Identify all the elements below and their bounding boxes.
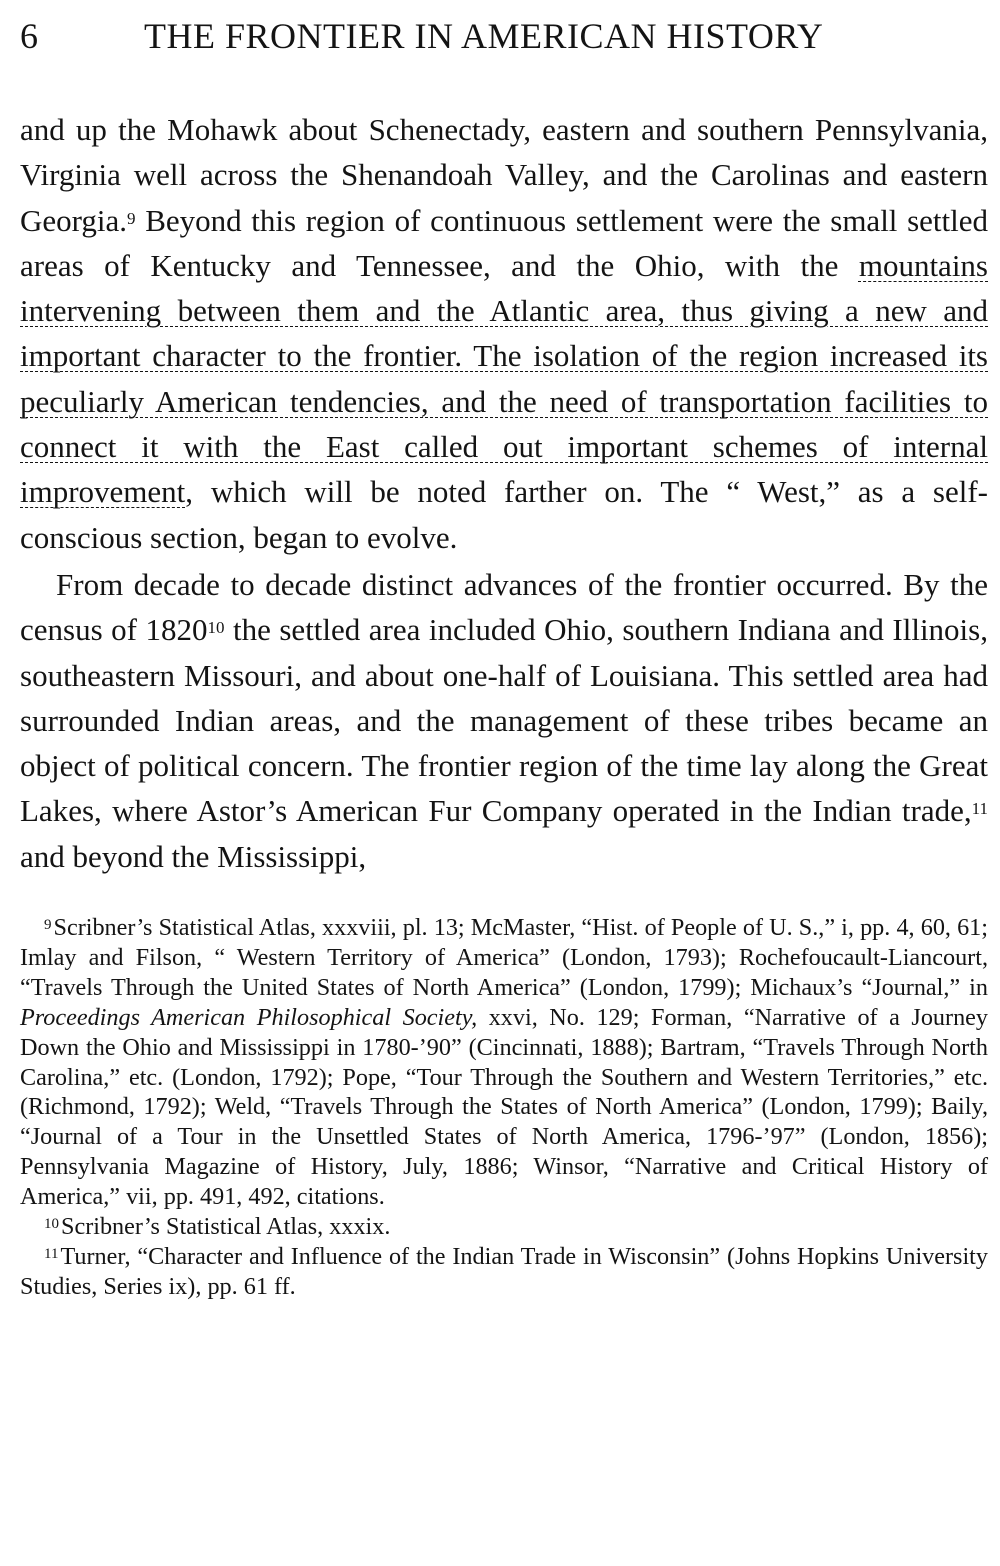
page-number: 6	[20, 16, 39, 56]
paragraph-1	[20, 107, 988, 560]
paragraph-1-text-b: Beyond this region of continuous settlement were the small settled areas of Kentucky and Tennessee, and the Ohio, with the	[20, 202, 988, 283]
book-page	[20, 8, 988, 1302]
footnote-ref-9: 9	[127, 208, 136, 228]
footnote-10-text: Scribner’s Statistical Atlas, xxxix.	[61, 1213, 391, 1241]
pencil-underline-passage: mountains intervening between them and the Atlantic area, thus giving a new and important character to the frontier. The isolation of the region increased its peculiarly American tendencies, and the need of transportation facilities to connect it with the East called out important schemes of internal improvement	[20, 247, 988, 510]
footnote-9-italic-title: Proceedings American Philosophical Society,	[20, 1003, 478, 1031]
footnote-10	[20, 1212, 988, 1242]
footnote-10-marker: 10	[44, 1216, 59, 1233]
footnote-ref-11: 11	[971, 799, 988, 819]
paragraph-2-text-b: the settled area included Ohio, southern Indiana and Illinois, southeastern Missouri, and about one-half of Louisiana. This settled area had surrounded Indian areas, and the management of these tribes became an object of political concern. The frontier region of the time lay along the Great Lakes, where Astor’s American Fur Company operated in the Indian trade,	[20, 612, 988, 829]
paragraph-1-text-c: , which will be noted farther on. The “ West,” as a self-conscious section, began to evolve.	[20, 474, 988, 555]
paragraph-2	[20, 562, 988, 879]
paragraph-2-text-a: From decade to decade distinct advances of the frontier occurred. By the census of 1820	[20, 566, 988, 648]
footnote-11-marker: 11	[44, 1246, 59, 1263]
footnote-11	[20, 1242, 988, 1302]
footnote-9-marker: 9	[44, 917, 52, 934]
body-text	[20, 107, 988, 879]
paragraph-1-text-a: and up the Mohawk about Schenectady, eastern and southern Pennsylvania, Virginia well across the Shenandoah Valley, and the Carolinas and eastern Georgia.	[20, 112, 988, 238]
footnotes	[20, 913, 988, 1302]
paragraph-2-text-c: and beyond the Mississippi,	[20, 838, 367, 874]
footnote-11-text: Turner, “Character and Influence of the Indian Trade in Wisconsin” (Johns Hopkins University Studies, Series ix), pp. 61 ff.	[20, 1243, 988, 1300]
running-title: THE FRONTIER IN AMERICAN HISTORY	[144, 16, 824, 56]
footnote-9-text-a: Scribner’s Statistical Atlas, xxxviii, pl. 13; McMaster, “Hist. of People of U. S.,” i, pp. 4, 60, 61; Imlay and Filson, “ Western Territory of America” (London, 1793); Rochefoucault-Liancourt, “Travels Through the United States of North America” (London, 1799); Michaux’s “Journal,” in	[20, 914, 988, 1001]
footnote-ref-10: 10	[207, 618, 225, 638]
footnote-9-text-b: xxvi, No. 129; Forman, “Narrative of a Journey Down the Ohio and Mississippi in 1780-’90” (Cincinnati, 1888); Bartram, “Travels Through North Carolina,” etc. (London, 1792); Pope, “Tour Through the Southern and Western Territories,” etc. (Richmond, 1792); Weld, “Travels Through the States of North America” (London, 1799); Baily, “Journal of a Tour in the Unsettled States of North America, 1796-’97” (London, 1856); Pennsylvania Magazine of History, July, 1886; Winsor, “Narrative and Critical History of America,” vii, pp. 491, 492, citations.	[20, 1003, 988, 1211]
footnote-9	[20, 913, 988, 1212]
running-head	[20, 8, 988, 64]
